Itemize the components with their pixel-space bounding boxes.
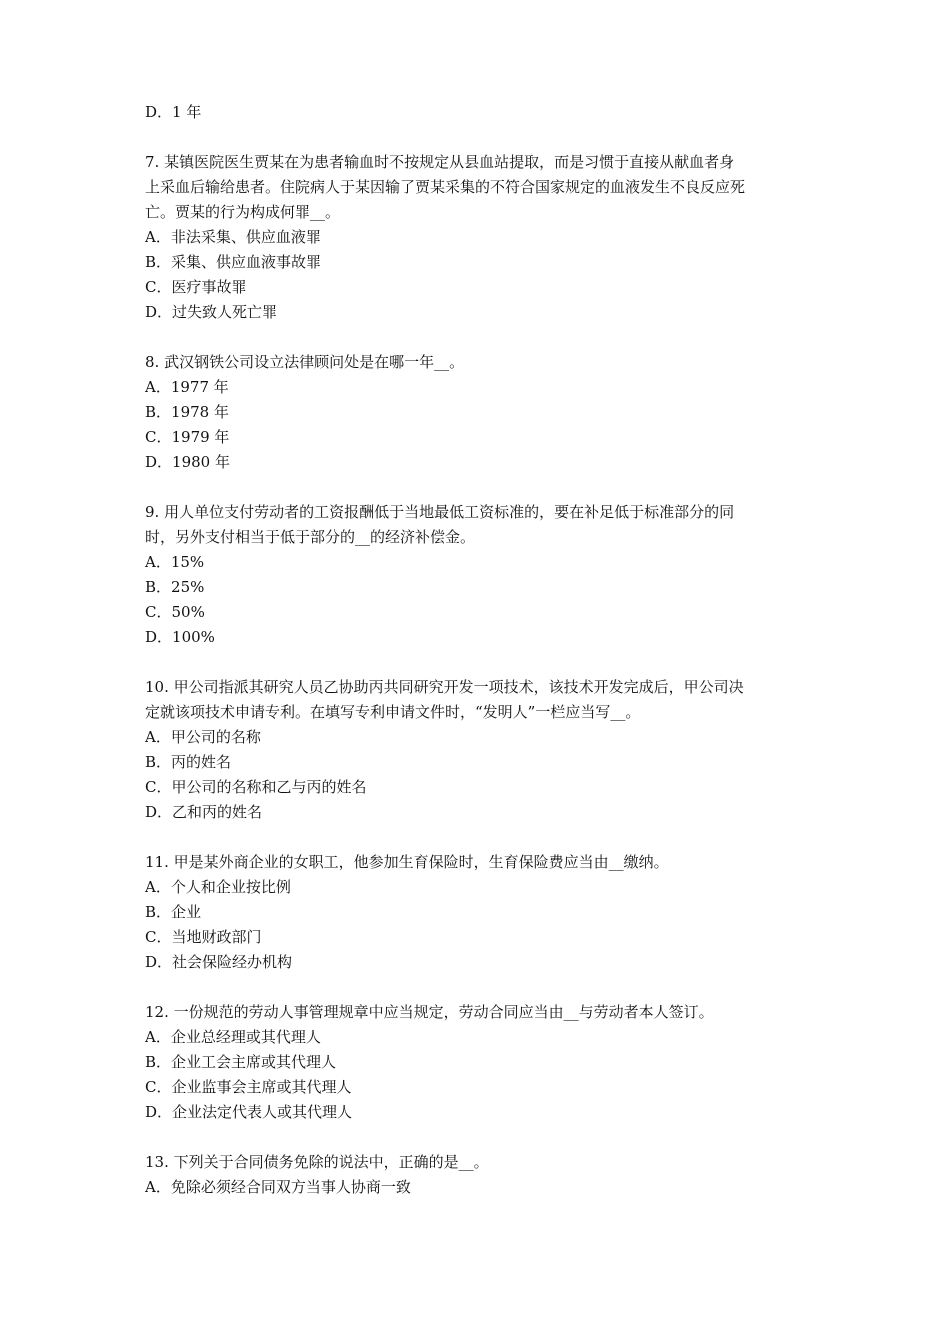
answer-option bbox=[145, 550, 204, 575]
option-text: 1977 年 bbox=[170, 378, 229, 396]
option-letter: D． bbox=[145, 453, 173, 471]
option-letter: D． bbox=[145, 1103, 173, 1121]
option-text: 乙和丙的姓名 bbox=[172, 803, 263, 821]
option-letter: B． bbox=[145, 753, 172, 771]
question-stem: 11. 甲是某外商企业的女职工，他参加生育保险时，生育保险费应当由__缴纳。 bbox=[145, 853, 669, 871]
option-text: 医疗事故罪 bbox=[171, 278, 247, 296]
option-text: 100% bbox=[172, 628, 215, 646]
option-letter: A． bbox=[145, 228, 171, 246]
answer-option bbox=[145, 750, 231, 775]
answer-option bbox=[145, 275, 247, 300]
answer-option bbox=[145, 1025, 321, 1050]
option-text: 企业法定代表人或其代理人 bbox=[172, 1103, 353, 1121]
option-text: 当地财政部门 bbox=[171, 928, 262, 946]
question-stem: 10. 甲公司指派其研究人员乙协助丙共同研究开发一项技术，该技术开发完成后，甲公司决 bbox=[145, 678, 744, 696]
answer-option bbox=[145, 100, 201, 125]
question-stem-continued: 上采血后输给患者。住院病人于某因输了贾某采集的不符合国家规定的血液发生不良反应死 bbox=[145, 178, 746, 196]
answer-option bbox=[145, 250, 321, 275]
answer-option bbox=[145, 225, 321, 250]
option-letter: C． bbox=[145, 428, 172, 446]
answer-option bbox=[145, 1050, 336, 1075]
option-text: 1978 年 bbox=[171, 403, 229, 421]
answer-option bbox=[145, 950, 292, 975]
option-text: 甲公司的名称和乙与丙的姓名 bbox=[171, 778, 367, 796]
answer-option bbox=[145, 600, 205, 625]
answer-option bbox=[145, 925, 262, 950]
option-text: 25% bbox=[171, 578, 205, 596]
answer-option bbox=[145, 1100, 352, 1125]
question-stem: 13. 下列关于合同债务免除的说法中，正确的是__。 bbox=[145, 1153, 489, 1171]
option-text: 个人和企业按比例 bbox=[170, 878, 291, 896]
option-letter: A． bbox=[145, 378, 171, 396]
option-text: 采集、供应血液事故罪 bbox=[171, 253, 322, 271]
option-letter: B． bbox=[145, 253, 172, 271]
answer-option bbox=[145, 800, 262, 825]
option-letter: C． bbox=[145, 778, 172, 796]
option-text: 丙的姓名 bbox=[171, 753, 232, 771]
option-letter: D． bbox=[145, 953, 173, 971]
option-letter: B． bbox=[145, 403, 172, 421]
option-letter: A． bbox=[145, 878, 171, 896]
option-text: 免除必须经合同双方当事人协商一致 bbox=[170, 1178, 411, 1196]
answer-option bbox=[145, 725, 261, 750]
answer-option bbox=[145, 575, 204, 600]
question-stem-continued: 定就该项技术申请专利。在填写专利申请文件时，“发明人”一栏应当写__。 bbox=[145, 703, 641, 721]
answer-option bbox=[145, 775, 367, 800]
option-letter: C． bbox=[145, 1078, 172, 1096]
answer-option bbox=[145, 1075, 352, 1100]
answer-option bbox=[145, 1175, 411, 1200]
option-letter: B． bbox=[145, 903, 172, 921]
option-letter: B． bbox=[145, 1053, 172, 1071]
option-letter: C． bbox=[145, 603, 172, 621]
option-text: 企业总经理或其代理人 bbox=[170, 1028, 321, 1046]
option-letter: A． bbox=[145, 1178, 171, 1196]
question-stem: 8. 武汉钢铁公司设立法律顾问处是在哪一年__。 bbox=[145, 353, 465, 371]
answer-option bbox=[145, 900, 201, 925]
answer-option bbox=[145, 425, 229, 450]
option-text: 1980 年 bbox=[172, 453, 230, 471]
answer-option bbox=[145, 300, 277, 325]
option-letter: A． bbox=[145, 553, 171, 571]
option-text: 过失致人死亡罪 bbox=[172, 303, 278, 321]
option-text: 非法采集、供应血液罪 bbox=[170, 228, 321, 246]
answer-option bbox=[145, 450, 230, 475]
option-letter: D． bbox=[145, 628, 173, 646]
option-text: 1979 年 bbox=[171, 428, 230, 446]
question-stem: 9. 用人单位支付劳动者的工资报酬低于当地最低工资标准的，要在补足低于标准部分的同 bbox=[145, 503, 735, 521]
answer-option bbox=[145, 875, 291, 900]
answer-option bbox=[145, 375, 229, 400]
option-letter: A． bbox=[145, 728, 171, 746]
option-letter: B． bbox=[145, 578, 172, 596]
question-stem-continued: 亡。贾某的行为构成何罪__。 bbox=[145, 203, 341, 221]
option-letter: C． bbox=[145, 928, 172, 946]
option-letter: A． bbox=[145, 1028, 171, 1046]
option-text: 企业监事会主席或其代理人 bbox=[171, 1078, 352, 1096]
option-letter: D． bbox=[145, 103, 173, 121]
option-text: 50% bbox=[171, 603, 205, 621]
option-text: 社会保险经办机构 bbox=[172, 953, 293, 971]
option-text: 1 年 bbox=[172, 103, 202, 121]
question-stem: 7. 某镇医院医生贾某在为患者输血时不按规定从县血站提取，而是习惯于直接从献血者身 bbox=[145, 153, 735, 171]
option-text: 企业工会主席或其代理人 bbox=[171, 1053, 337, 1071]
option-text: 甲公司的名称 bbox=[170, 728, 261, 746]
option-letter: C． bbox=[145, 278, 172, 296]
answer-option bbox=[145, 625, 215, 650]
option-text: 企业 bbox=[171, 903, 202, 921]
question-stem-continued: 时，另外支付相当于低于部分的__的经济补偿金。 bbox=[145, 528, 476, 546]
option-text: 15% bbox=[170, 553, 205, 571]
option-letter: D． bbox=[145, 803, 173, 821]
answer-option bbox=[145, 400, 229, 425]
question-stem: 12. 一份规范的劳动人事管理规章中应当规定，劳动合同应当由__与劳动者本人签订。 bbox=[145, 1003, 714, 1021]
option-letter: D． bbox=[145, 303, 173, 321]
